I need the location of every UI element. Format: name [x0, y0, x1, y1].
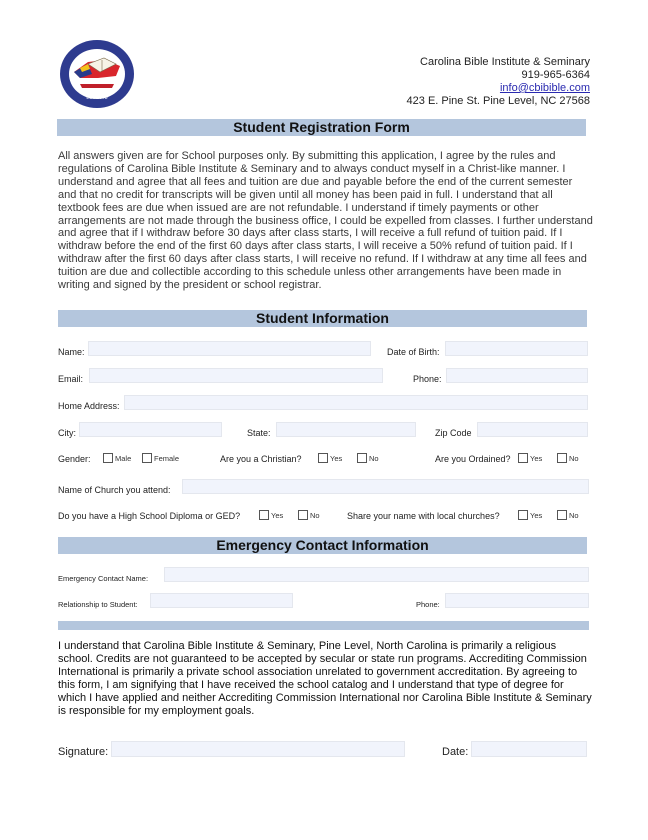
relationship-label: Relationship to Student:	[58, 600, 138, 609]
date-input[interactable]	[471, 741, 587, 757]
disclaimer-paragraph: I understand that Carolina Bible Institute & Seminary, Pine Level, North Carolina is primarily a religious school. Credits are not guaranteed to be accepted by secular or state run programs. Accrediting Commission International is primarily a private school association unrelated to government accreditation. By agreeing to this form, I am signifying that I have received the school catalog and I understand that type of degree for which I have applied and neither Accrediting Commission International nor Carolina Bible Institute & Seminary is responsible for my employment goals.	[58, 640, 592, 717]
institute-logo	[58, 38, 136, 110]
share-yes-option[interactable]	[518, 510, 542, 520]
form-title: Student Registration Form	[57, 119, 586, 136]
emergency-phone-label: Phone:	[416, 600, 440, 609]
name-label: Name:	[58, 347, 85, 357]
diploma-no-option[interactable]	[298, 510, 320, 520]
state-input[interactable]	[276, 422, 416, 437]
share-no-option[interactable]	[557, 510, 579, 520]
emergency-name-label: Emergency Contact Name:	[58, 574, 149, 583]
christian-no-checkbox[interactable]	[357, 453, 367, 463]
address-input[interactable]	[124, 395, 588, 410]
logo-est-text: Est. 1973	[86, 95, 108, 101]
email-label: Email:	[58, 374, 84, 384]
ordained-yes-checkbox[interactable]	[518, 453, 528, 463]
signature-label: Signature:	[58, 746, 109, 758]
christian-no-option[interactable]	[357, 453, 379, 463]
ordained-no-label: No	[569, 453, 579, 463]
org-email-link[interactable]: info@cbibible.com	[499, 82, 590, 94]
email-input[interactable]	[89, 368, 383, 383]
emergency-name-input[interactable]	[164, 567, 589, 582]
intro-paragraph: All answers given are for School purposes only. By submitting this application, I agree by the rules and regulations of Carolina Bible Institute & Seminary and to always conduct myself in a Christ-like manner. I understand and agree that all fees and tuition are due and payable before the end of the current semester and that no credit for transcripts will be given until all money has been paid in full. I understand that all textbook fees are due when issued are are not refundable. I understand if timely payments or other arrangements are not made through the business office, I could be expelled from classes. I further understand and agree that if I withdraw before 30 days after class starts, I will receive a full refund of tuition paid. If I withdraw before the end of the first 60 days after class starts, I will receive a 50% refund of tuition paid. If I withdraw after the first 60 days after class starts, I will receive no refund. If I withdraw at any time all fees and tuition are due and collectible according to this schedule unless other arrangements have been made in writing and signed by the president or school registrar.	[58, 150, 593, 292]
church-label: Name of Church you attend:	[58, 485, 171, 495]
dob-input[interactable]	[445, 341, 588, 356]
relationship-input[interactable]	[150, 593, 293, 608]
diploma-yes-option[interactable]	[259, 510, 283, 520]
christian-yes-label: Yes	[330, 453, 343, 463]
org-address: 423 E. Pine St. Pine Level, NC 27568	[406, 95, 590, 107]
gender-female-checkbox[interactable]	[142, 453, 152, 463]
address-label: Home Address:	[58, 401, 120, 411]
ordained-label: Are you Ordained?	[435, 454, 511, 464]
org-phone: 919-965-6364	[521, 69, 590, 81]
ordained-no-checkbox[interactable]	[557, 453, 567, 463]
share-yes-checkbox[interactable]	[518, 510, 528, 520]
gender-male-option[interactable]	[103, 453, 131, 463]
gender-male-checkbox[interactable]	[103, 453, 113, 463]
phone-label: Phone:	[413, 374, 442, 384]
city-label: City:	[58, 428, 76, 438]
diploma-label: Do you have a High School Diploma or GED?	[58, 511, 241, 521]
christian-yes-checkbox[interactable]	[318, 453, 328, 463]
church-input[interactable]	[182, 479, 589, 494]
christian-yes-option[interactable]	[318, 453, 342, 463]
signature-input[interactable]	[111, 741, 405, 757]
gender-female-option[interactable]	[142, 453, 179, 463]
phone-input[interactable]	[446, 368, 588, 383]
christian-no-label: No	[369, 453, 379, 463]
zip-label: Zip Code	[435, 428, 472, 438]
gender-female-label: Female	[154, 453, 180, 463]
gender-label: Gender:	[58, 454, 91, 464]
diploma-no-label: No	[310, 510, 320, 520]
share-label: Share your name with local churches?	[347, 511, 500, 521]
share-no-checkbox[interactable]	[557, 510, 567, 520]
section-emergency-contact: Emergency Contact Information	[58, 537, 587, 554]
share-no-label: No	[569, 510, 579, 520]
gender-male-label: Male	[115, 453, 132, 463]
share-yes-label: Yes	[530, 510, 543, 520]
state-label: State:	[247, 428, 271, 438]
city-input[interactable]	[79, 422, 222, 437]
ordained-no-option[interactable]	[557, 453, 579, 463]
diploma-yes-checkbox[interactable]	[259, 510, 269, 520]
emergency-phone-input[interactable]	[445, 593, 589, 608]
ordained-yes-option[interactable]	[518, 453, 542, 463]
dob-label: Date of Birth:	[387, 347, 440, 357]
diploma-yes-label: Yes	[271, 510, 284, 520]
ordained-yes-label: Yes	[530, 453, 543, 463]
zip-input[interactable]	[477, 422, 588, 437]
diploma-no-checkbox[interactable]	[298, 510, 308, 520]
section-divider-bar	[58, 621, 589, 630]
org-name: Carolina Bible Institute & Seminary	[420, 56, 590, 68]
date-label: Date:	[442, 746, 469, 758]
christian-label: Are you a Christian?	[220, 454, 302, 464]
contact-block	[407, 56, 590, 108]
name-input[interactable]	[88, 341, 371, 356]
section-student-information: Student Information	[58, 310, 587, 327]
